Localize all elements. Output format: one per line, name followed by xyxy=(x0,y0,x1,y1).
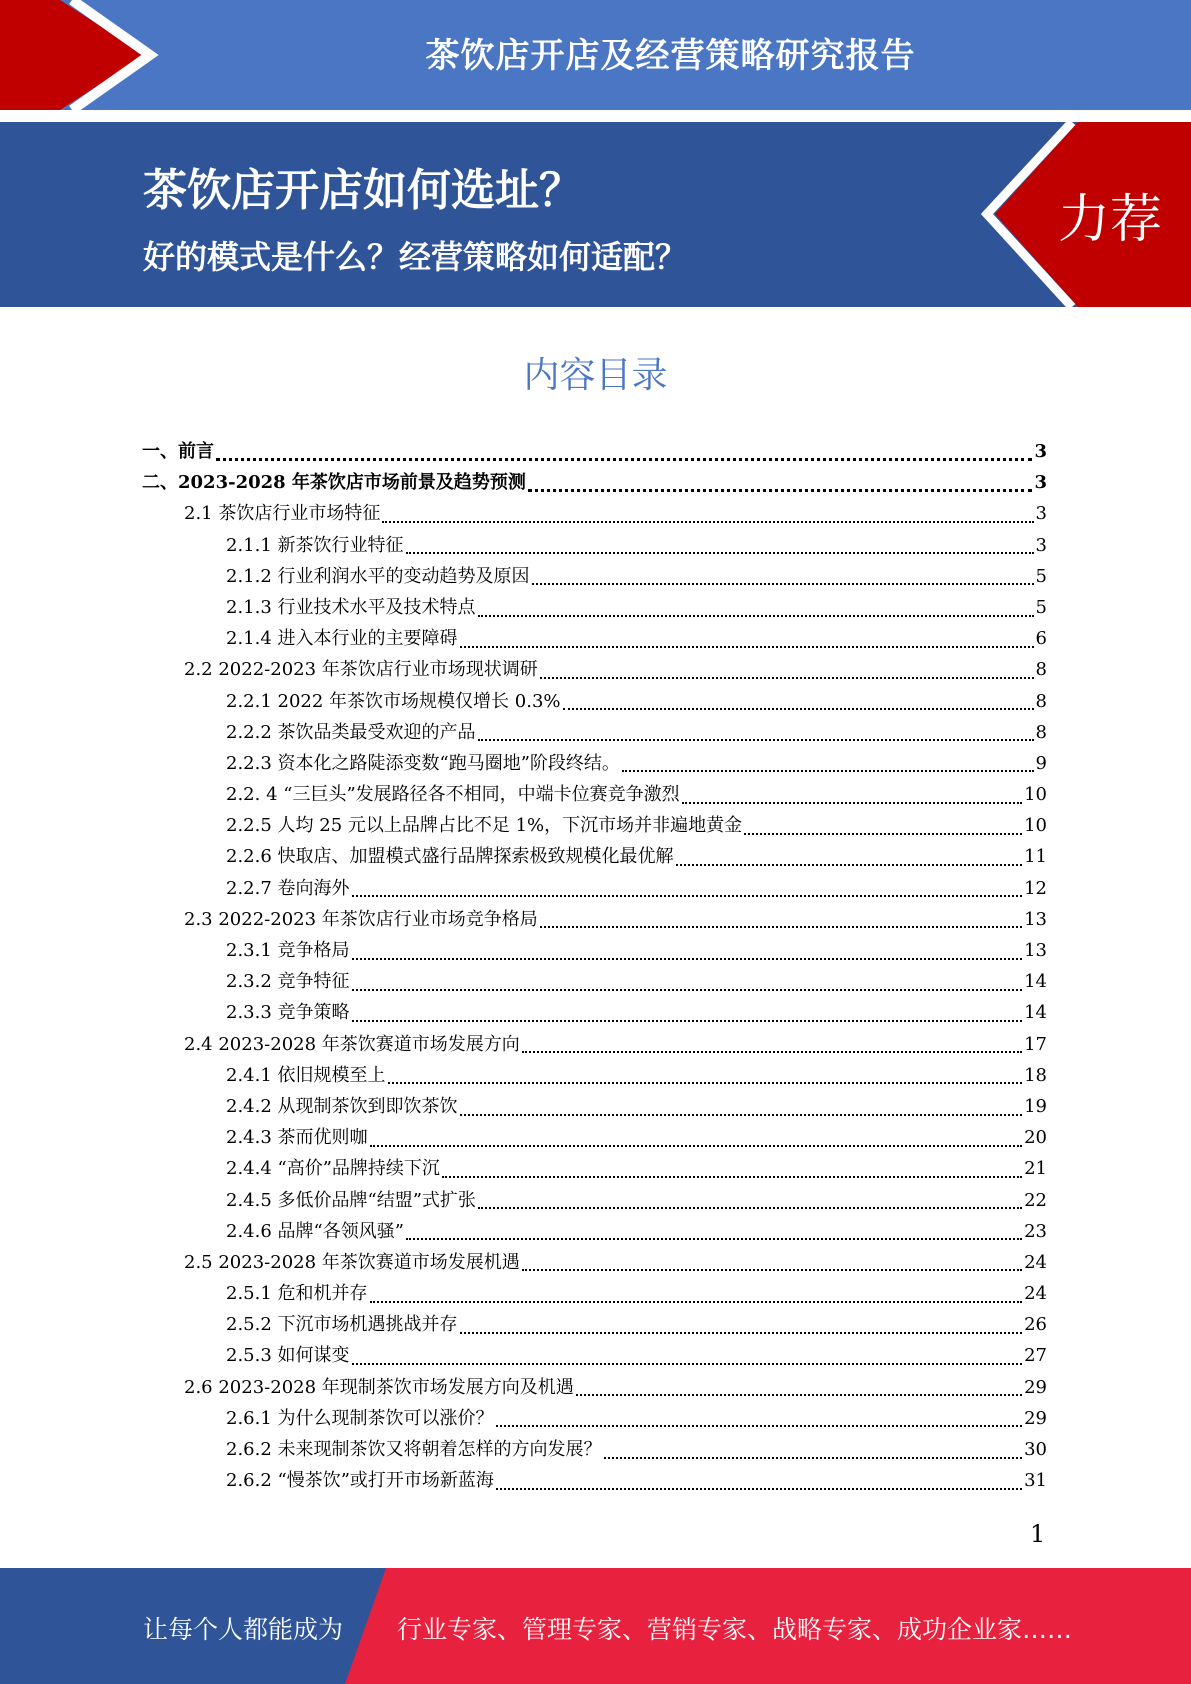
toc-entry-page: 20 xyxy=(1024,1127,1047,1149)
toc-entry[interactable] xyxy=(142,1309,1047,1340)
toc-entry-label: 2.5 2023-2028 年茶饮赛道市场发展机遇 xyxy=(184,1251,520,1273)
toc-entry-page: 11 xyxy=(1024,846,1047,868)
toc-entry[interactable] xyxy=(142,1185,1047,1216)
toc-entry-page: 8 xyxy=(1035,721,1047,743)
toc-entry[interactable] xyxy=(142,1060,1047,1091)
toc-entry[interactable] xyxy=(142,498,1047,529)
toc-dot-leader xyxy=(522,1051,1022,1053)
toc-entry-page: 24 xyxy=(1024,1283,1047,1305)
toc-dot-leader xyxy=(676,864,1023,866)
toc-entry[interactable] xyxy=(142,654,1047,685)
toc-entry[interactable] xyxy=(142,530,1047,561)
toc-dot-leader xyxy=(532,583,1034,585)
toc-entry[interactable] xyxy=(142,592,1047,623)
toc-entry-label: 2.6.1 为什么现制茶饮可以涨价？ xyxy=(226,1407,494,1429)
report-header xyxy=(0,0,1191,110)
toc-entry[interactable] xyxy=(142,1278,1047,1309)
toc-entry-label: 2.1 茶饮店行业市场特征 xyxy=(184,503,381,525)
toc-dot-leader xyxy=(528,489,1033,492)
toc-entry-label: 2.4 2023-2028 年茶饮赛道市场发展方向 xyxy=(184,1033,520,1055)
toc-entry-label: 2.3.2 竞争特征 xyxy=(226,971,350,993)
toc-entry-page: 10 xyxy=(1024,815,1047,837)
toc-entry[interactable] xyxy=(142,997,1047,1028)
toc-dot-leader xyxy=(460,1332,1023,1334)
toc-entry[interactable] xyxy=(142,1340,1047,1371)
toc-entry-page: 5 xyxy=(1035,565,1047,587)
toc-entry[interactable] xyxy=(142,623,1047,654)
toc-dot-leader xyxy=(496,1488,1022,1490)
toc-dot-leader xyxy=(382,521,1033,523)
toc-entry[interactable] xyxy=(142,1434,1047,1465)
toc-entry-label: 2.2 2022-2023 年茶饮店行业市场现状调研 xyxy=(184,659,538,681)
toc-entry-page: 23 xyxy=(1024,1220,1047,1242)
toc-entry[interactable] xyxy=(142,1122,1047,1153)
toc-entry[interactable] xyxy=(142,686,1047,717)
toc-entry-page: 10 xyxy=(1024,784,1047,806)
toc-dot-leader xyxy=(216,458,1032,461)
toc-dot-leader xyxy=(352,895,1023,897)
toc-entry-label: 2.4.3 茶而优则咖 xyxy=(226,1127,368,1149)
toc-entry[interactable] xyxy=(142,1153,1047,1184)
toc-entry-page: 22 xyxy=(1024,1189,1047,1211)
toc-dot-leader xyxy=(540,926,1022,928)
toc-entry[interactable] xyxy=(142,561,1047,592)
toc-entry[interactable] xyxy=(142,436,1047,467)
footer-slogan-right: 行业专家、管理专家、营销专家、战略专家、成功企业家…… xyxy=(397,1615,1073,1644)
toc-entry-label: 2.4.5 多低价品牌“结盟”式扩张 xyxy=(226,1189,476,1211)
toc-entry[interactable] xyxy=(142,904,1047,935)
toc-entry-label: 2.3.1 竞争格局 xyxy=(226,940,350,961)
toc-entry[interactable] xyxy=(142,779,1047,810)
toc-entry-page: 8 xyxy=(1035,690,1047,712)
toc-entry-page: 12 xyxy=(1024,877,1047,899)
toc-dot-leader xyxy=(522,1269,1022,1271)
toc-entry-label: 2.2.1 2022 年茶饮市场规模仅增长 0.3% xyxy=(226,690,561,712)
toc-entry[interactable] xyxy=(142,935,1047,966)
toc-entry-page: 6 xyxy=(1035,628,1047,650)
toc-dot-leader xyxy=(370,1301,1023,1303)
toc-dot-leader xyxy=(352,1363,1023,1365)
banner-headline: 茶饮店开店如何选址？ xyxy=(143,165,583,216)
toc-dot-leader xyxy=(478,615,1034,617)
toc-entry[interactable] xyxy=(142,1216,1047,1247)
table-of-contents xyxy=(142,436,1047,1496)
toc-dot-leader xyxy=(563,708,1034,710)
toc-entry-page: 14 xyxy=(1024,971,1047,993)
toc-entry-page: 3 xyxy=(1035,534,1047,556)
toc-entry-label: 2.2. 4 “三巨头”发展路径各不相同，中端卡位赛竞争激烈 xyxy=(226,784,680,806)
toc-entry-page: 26 xyxy=(1024,1314,1047,1336)
toc-entry[interactable] xyxy=(142,1247,1047,1278)
toc-entry-label: 2.3.3 竞争策略 xyxy=(226,1002,350,1024)
toc-entry-label: 二、2023-2028 年茶饮店市场前景及趋势预测 xyxy=(142,472,526,494)
toc-entry-label: 2.4.2 从现制茶饮到即饮茶饮 xyxy=(226,1095,458,1117)
toc-dot-leader xyxy=(682,802,1022,804)
toc-entry-label: 2.2.3 资本化之路陡添变数“跑马圈地”阶段终结。 xyxy=(226,752,620,774)
toc-entry-label: 2.4.6 品牌“各领风骚” xyxy=(226,1220,404,1242)
toc-entry-label: 2.2.7 卷向海外 xyxy=(226,877,350,899)
toc-entry-label: 一、前言 xyxy=(142,441,214,462)
toc-entry-page: 18 xyxy=(1024,1064,1047,1086)
toc-dot-leader xyxy=(540,677,1034,679)
toc-entry[interactable] xyxy=(142,1091,1047,1122)
toc-dot-leader xyxy=(370,1145,1023,1147)
toc-entry-label: 2.6.2 未来现制茶饮又将朝着怎样的方向发展？ xyxy=(226,1439,602,1460)
toc-dot-leader xyxy=(478,1207,1022,1209)
toc-dot-leader xyxy=(442,1176,1022,1178)
toc-entry[interactable] xyxy=(142,966,1047,997)
toc-entry-page: 19 xyxy=(1024,1095,1047,1117)
toc-entry-label: 2.5.3 如何谋变 xyxy=(226,1345,350,1367)
toc-entry[interactable] xyxy=(142,717,1047,748)
toc-dot-leader xyxy=(744,833,1022,835)
toc-entry[interactable] xyxy=(142,841,1047,872)
toc-entry-label: 2.6.2 “慢茶饮”或打开市场新蓝海 xyxy=(226,1470,494,1492)
toc-entry-page: 29 xyxy=(1024,1407,1047,1429)
toc-dot-leader xyxy=(604,1457,1023,1459)
toc-dot-leader xyxy=(460,646,1034,648)
toc-entry-label: 2.6 2023-2028 年现制茶饮市场发展方向及机遇 xyxy=(184,1376,574,1398)
toc-dot-leader xyxy=(406,1238,1022,1240)
toc-entry-label: 2.1.2 行业利润水平的变动趋势及原因 xyxy=(226,565,530,587)
toc-dot-leader xyxy=(496,1425,1023,1427)
toc-title: 内容目录 xyxy=(523,355,668,396)
toc-entry[interactable] xyxy=(142,1465,1047,1496)
toc-entry-page: 17 xyxy=(1024,1033,1047,1055)
toc-entry[interactable] xyxy=(142,1403,1047,1434)
toc-entry-page: 13 xyxy=(1024,908,1047,930)
toc-entry-page: 24 xyxy=(1024,1251,1047,1273)
toc-entry-label: 2.5.1 危和机并存 xyxy=(226,1283,368,1305)
toc-entry-page: 21 xyxy=(1024,1158,1047,1180)
toc-entry[interactable] xyxy=(142,467,1047,498)
toc-entry[interactable] xyxy=(142,1029,1047,1060)
toc-entry-page: 30 xyxy=(1024,1439,1047,1460)
toc-entry-page: 31 xyxy=(1024,1470,1047,1492)
toc-entry-page: 5 xyxy=(1035,596,1047,618)
toc-entry-page: 14 xyxy=(1024,1002,1047,1024)
recommend-badge: 力荐 xyxy=(1058,190,1163,250)
cover-banner xyxy=(0,122,1191,307)
banner-subheadline: 好的模式是什么？经营策略如何适配？ xyxy=(143,238,688,276)
toc-dot-leader xyxy=(478,739,1034,741)
toc-entry[interactable] xyxy=(142,1372,1047,1403)
toc-dot-leader xyxy=(388,1082,1023,1084)
toc-dot-leader xyxy=(406,552,1034,554)
toc-entry-label: 2.2.6 快取店、加盟模式盛行品牌探索极致规模化最优解 xyxy=(226,846,674,868)
toc-dot-leader xyxy=(622,770,1034,772)
toc-dot-leader xyxy=(460,1114,1023,1116)
toc-dot-leader xyxy=(352,958,1023,960)
footer-banner xyxy=(0,1568,1191,1684)
toc-entry-page: 13 xyxy=(1024,940,1047,961)
toc-dot-leader xyxy=(352,989,1023,991)
page-number: 1 xyxy=(1030,1520,1046,1548)
toc-entry[interactable] xyxy=(142,748,1047,779)
toc-entry-label: 2.5.2 下沉市场机遇挑战并存 xyxy=(226,1314,458,1336)
toc-entry-page: 3 xyxy=(1035,503,1047,525)
toc-dot-leader xyxy=(576,1394,1022,1396)
toc-entry-label: 2.1.1 新茶饮行业特征 xyxy=(226,534,404,556)
toc-entry-label: 2.2.2 茶饮品类最受欢迎的产品 xyxy=(226,721,476,743)
toc-entry-page: 29 xyxy=(1024,1376,1047,1398)
toc-entry-label: 2.4.1 依旧规模至上 xyxy=(226,1064,386,1086)
footer-slogan-left: 让每个人都能成为 xyxy=(143,1615,344,1644)
toc-entry-label: 2.3 2022-2023 年茶饮店行业市场竞争格局 xyxy=(184,908,538,930)
toc-entry-label: 2.1.3 行业技术水平及技术特点 xyxy=(226,596,476,618)
toc-entry-page: 27 xyxy=(1024,1345,1047,1367)
toc-entry[interactable] xyxy=(142,873,1047,904)
toc-entry-label: 2.1.4 进入本行业的主要障碍 xyxy=(226,628,458,650)
toc-entry[interactable] xyxy=(142,810,1047,841)
toc-entry-page: 9 xyxy=(1035,752,1047,774)
toc-entry-label: 2.4.4 “高价”品牌持续下沉 xyxy=(226,1158,440,1180)
toc-entry-page: 8 xyxy=(1035,659,1047,681)
toc-entry-page: 3 xyxy=(1034,472,1047,494)
report-title: 茶饮店开店及经营策略研究报告 xyxy=(425,36,916,76)
toc-entry-page: 3 xyxy=(1034,441,1047,462)
toc-entry-label: 2.2.5 人均 25 元以上品牌占比不足 1%，下沉市场并非遍地黄金 xyxy=(226,815,743,837)
toc-dot-leader xyxy=(352,1020,1023,1022)
